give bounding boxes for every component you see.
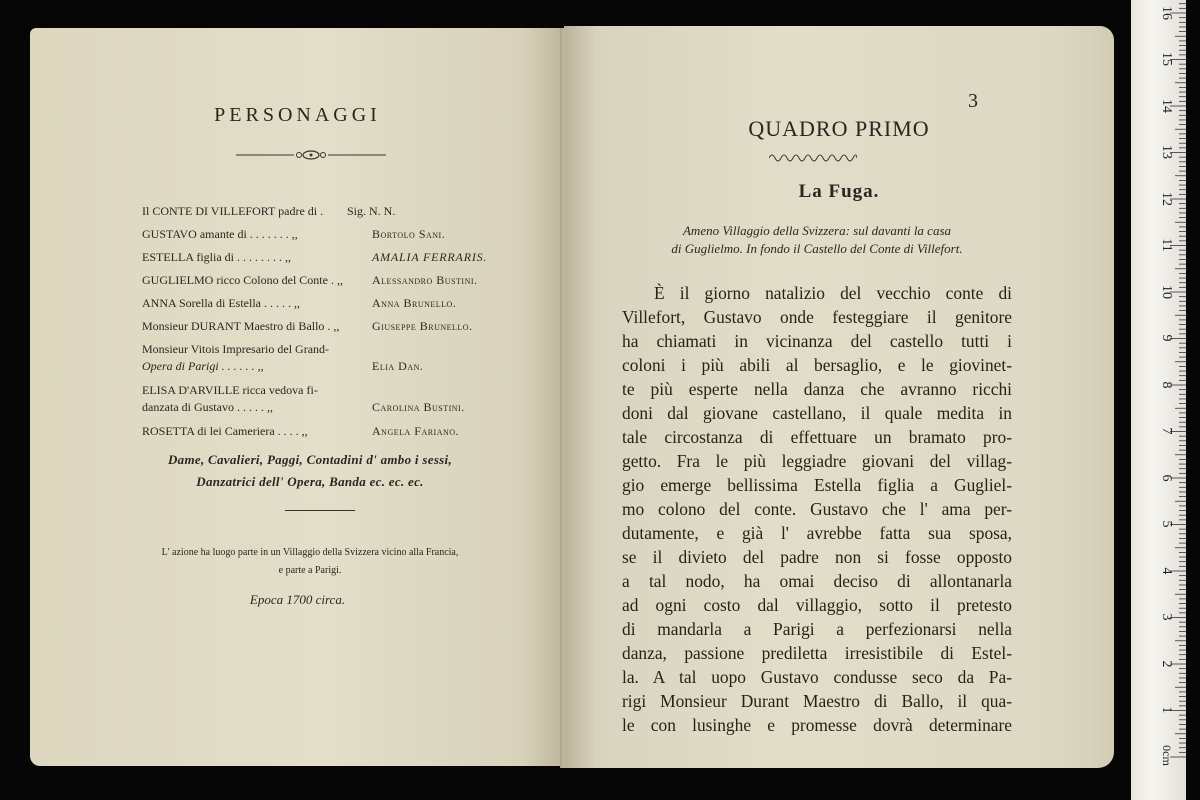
- extras-list: [90, 449, 530, 493]
- cast-role: ROSETTA di lei Cameriera . . . . ,,: [142, 424, 308, 438]
- ruler-number: 3: [1159, 613, 1174, 621]
- ruler-number: 2: [1159, 660, 1174, 668]
- cast-role-line1: ELISA D'ARVILLE ricca vedova fi-: [142, 383, 318, 397]
- cast-role: ESTELLA figlia di . . . . . . . . ,,: [142, 250, 291, 264]
- body-line: tale circostanza di effettuare un bramato pro-: [622, 427, 1012, 447]
- cast-actor: Carolina Bustini.: [372, 400, 465, 414]
- setting-description: [622, 222, 1012, 258]
- body-line: a tal nodo, ha omai deciso di allontanarla: [622, 571, 1012, 591]
- body-line: se il divieto del padre non si fosse opposto: [622, 547, 1012, 567]
- cast-actor: Bortolo Sani.: [372, 227, 446, 241]
- cast-actor: Alessandro Bustini.: [372, 273, 478, 287]
- cast-row: [142, 269, 542, 292]
- ruler-number: 5: [1159, 520, 1174, 528]
- personaggi-title: PERSONAGGI: [214, 104, 381, 126]
- ruler-number: 7: [1159, 427, 1174, 435]
- cast-role: Il CONTE DI VILLEFORT padre di .: [142, 204, 324, 218]
- ruler-number: 14: [1159, 99, 1174, 113]
- ruler-number: 15: [1159, 52, 1174, 66]
- ruler-number: 10: [1159, 285, 1174, 299]
- cast-row: [142, 338, 542, 379]
- scene-note-line: L' azione ha luogo parte in un Villaggio della Svizzera vicino alla Francia,: [161, 547, 459, 558]
- body-line: te più esperte nella danza che avranno ricchi: [622, 379, 1012, 399]
- horizontal-rule: [285, 510, 355, 511]
- cast-actor: AMALIA FERRARIS.: [372, 250, 488, 264]
- cast-row: [142, 223, 542, 246]
- scene-title: La Fuga.: [798, 181, 880, 202]
- body-line: ad ogni costo dal villaggio, sotto il pretesto: [622, 595, 1012, 615]
- setting-line: Ameno Villaggio della Svizzera: sul davanti la casa: [682, 223, 952, 238]
- ruler-number: 9: [1159, 334, 1174, 342]
- scene-note-line: e parte a Parigi.: [278, 565, 342, 576]
- cast-role: GUSTAVO amante di . . . . . . . ,,: [142, 227, 298, 241]
- cast-actor: Elia Dan.: [372, 359, 424, 373]
- body-text: [622, 281, 1012, 737]
- cast-actor: Sig. N. N.: [347, 204, 396, 218]
- right-page: [564, 26, 1114, 768]
- body-line: mo colono del conte. Gustavo che l' ama per-: [622, 499, 1012, 519]
- cast-actor: Anna Brunello.: [372, 296, 457, 310]
- cast-role: GUGLIELMO ricco Colono del Conte . ,,: [142, 273, 343, 287]
- body-line: le con lusinghe e promesse dovrà determinare: [622, 715, 1012, 735]
- body-line: coloni i più abili al bersaglio, e le giovinet-: [622, 355, 1012, 375]
- body-line: ha chiamati in vicinanza del castello tutti i: [622, 331, 1012, 351]
- chapter-heading: QUADRO PRIMO: [748, 116, 930, 141]
- ruler-number: 4: [1159, 567, 1174, 575]
- ruler-number: 11: [1159, 238, 1174, 252]
- body-line: Villefort, Gustavo onde festeggiare il genitore: [622, 307, 1012, 327]
- ruler-number: 13: [1159, 145, 1174, 159]
- cast-row: [142, 420, 542, 443]
- setting-line: di Guglielmo. In fondo il Castello del Conte di Villefort.: [671, 241, 963, 256]
- ornament-divider: [236, 147, 386, 163]
- body-line: doni dal giovane castellano, il quale medita in: [622, 403, 1012, 423]
- body-line: di mandarla a Parigi a perfezionarsi nella: [622, 619, 1012, 639]
- ruler-number: 6: [1159, 474, 1174, 482]
- ruler-number: 1: [1159, 706, 1174, 714]
- cast-row: [142, 200, 542, 223]
- body-line: gio emerge bellissima Estella figlia a Gugliel-: [622, 475, 1012, 495]
- body-line: È il giorno natalizio del vecchio conte di: [654, 283, 1012, 303]
- ruler-number: 12: [1159, 192, 1174, 206]
- epoch-note: Epoca 1700 circa.: [249, 592, 346, 607]
- measuring-ruler: [1131, 0, 1186, 800]
- cast-row: [142, 315, 542, 338]
- body-line: la. A tal uopo Gustavo condusse seco da Pa-: [622, 667, 1012, 687]
- cast-role: Monsieur DURANT Maestro di Ballo . ,,: [142, 319, 340, 333]
- wave-ornament: [769, 152, 857, 164]
- cast-row: [142, 379, 542, 420]
- cast-role-line2: Opera di Parigi . . . . . . ,,: [142, 359, 264, 373]
- cast-row: [142, 292, 542, 315]
- cast-actor: Angela Fariano.: [372, 424, 460, 438]
- cast-row: [142, 246, 542, 269]
- cast-role: ANNA Sorella di Estella . . . . . ,,: [142, 296, 300, 310]
- cast-actor: Giuseppe Brunello.: [372, 319, 473, 333]
- ruler-number: 8: [1159, 381, 1174, 389]
- scene-note: [90, 544, 530, 580]
- body-line: rigi Monsieur Durant Maestro di Ballo, il qua-: [622, 691, 1012, 711]
- page-number: 3: [968, 90, 978, 112]
- extras-line: Dame, Cavalieri, Paggi, Contadini d' ambo i sessi,: [167, 452, 453, 467]
- ruler-unit-label: 0cm: [1159, 745, 1174, 766]
- cast-role-line1: Monsieur Vitois Impresario del Grand-: [142, 342, 330, 356]
- ruler-ticks: [1131, 0, 1186, 800]
- body-line: dutamente, e già l' avrebbe fatta sua sposa,: [622, 523, 1012, 543]
- body-line: getto. Fra le più leggiadre giovani del villag-: [622, 451, 1012, 471]
- body-line: danza, passione prediletta irresistibile di Estel-: [622, 643, 1012, 663]
- left-page: [30, 28, 565, 766]
- cast-role-line2: danzata di Gustavo . . . . . ,,: [142, 400, 273, 414]
- ruler-number: 16: [1159, 6, 1174, 20]
- cast-list: [142, 200, 542, 443]
- extras-line: Danzatrici dell' Opera, Banda ec. ec. ec.: [196, 474, 424, 489]
